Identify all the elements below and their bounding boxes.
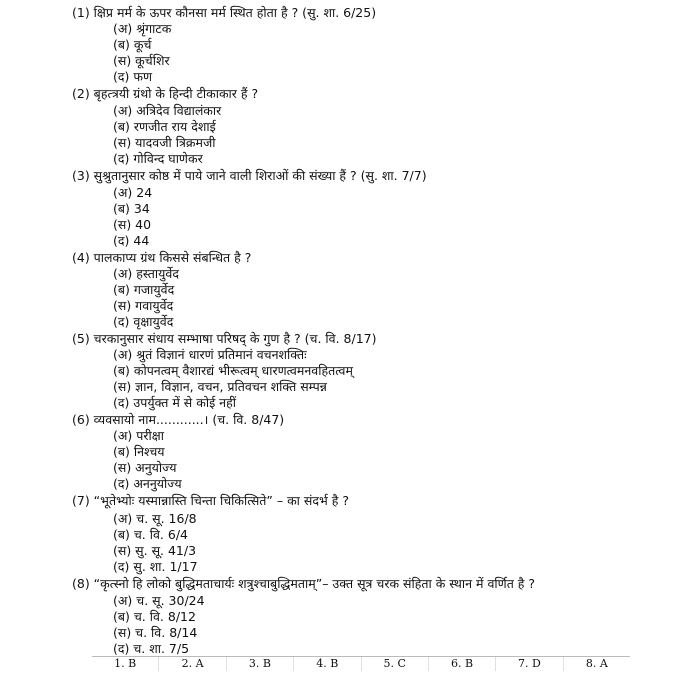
answer-6: 6. B bbox=[429, 657, 496, 671]
answer-4: 4. B bbox=[294, 657, 361, 671]
q1-option-c: (स) कूर्चशिर bbox=[113, 53, 170, 68]
answer-1: 1. B bbox=[92, 657, 159, 671]
q7-option-c: (स) सु. सू. 41/3 bbox=[113, 543, 197, 558]
q2-option-a: (अ) अत्रिदेव विद्यालंकार bbox=[113, 103, 222, 118]
q8-option-b: (ब) च. वि. 8/12 bbox=[113, 609, 196, 624]
answer-5: 5. C bbox=[362, 657, 429, 671]
question-5: (5) चरकानुसार संधाय सम्भाषा परिषद् के गुण है ? (च. वि. 8/17) bbox=[72, 331, 377, 346]
q1-option-d: (द) फण bbox=[113, 69, 153, 84]
q4-option-a: (अ) हस्तायुर्वेद bbox=[113, 266, 179, 281]
question-7: (7) “भूतेभ्योः यस्मान्नास्ति चिन्ता चिकित्सिते” – का संदर्भ है ? bbox=[72, 493, 349, 508]
q2-option-d: (द) गोविन्द घाणेकर bbox=[113, 151, 203, 166]
q3-option-b: (ब) 34 bbox=[113, 201, 150, 216]
answer-3: 3. B bbox=[227, 657, 294, 671]
answer-8: 8. A bbox=[585, 657, 608, 670]
q7-option-d: (द) सु. शा. 1/17 bbox=[113, 559, 198, 574]
q5-option-a: (अ) श्रुतं विज्ञानं धारणं प्रतिमानं वचनशक्तिः bbox=[113, 347, 307, 362]
q1-option-b: (ब) कूर्च bbox=[113, 37, 152, 52]
answer-key bbox=[92, 656, 630, 671]
q5-option-d: (द) उपर्युक्त में से कोई नहीं bbox=[113, 395, 236, 410]
q5-option-c: (स) ज्ञान, विज्ञान, वचन, प्रतिवचन शक्ति सम्पन्न bbox=[113, 379, 327, 394]
q6-option-b: (ब) निश्चय bbox=[113, 444, 165, 459]
q8-option-c: (स) च. वि. 8/14 bbox=[113, 625, 198, 640]
q4-option-d: (द) वृक्षायुर्वेद bbox=[113, 314, 174, 329]
q3-option-c: (स) 40 bbox=[113, 217, 152, 232]
q7-option-b: (ब) च. वि. 6/4 bbox=[113, 527, 189, 542]
answer-7: 7. D bbox=[496, 657, 563, 671]
question-2: (2) बृहत्त्रयी ग्रंथो के हिन्दी टीकाकार हैं ? bbox=[72, 86, 259, 101]
question-4: (4) पालकाप्य ग्रंथ किससे संबन्धित है ? bbox=[72, 250, 252, 265]
q8-option-a: (अ) च. सू. 30/24 bbox=[113, 593, 205, 608]
q7-option-a: (अ) च. सू. 16/8 bbox=[113, 511, 197, 526]
question-3: (3) सुश्रुतानुसार कोष्ठ में पाये जाने वाली शिराओं की संख्या हैं ? (सु. शा. 7/7) bbox=[72, 168, 427, 183]
q6-option-c: (स) अनुयोज्य bbox=[113, 460, 177, 475]
q6-option-d: (द) अननुयोज्य bbox=[113, 476, 182, 491]
q3-option-d: (द) 44 bbox=[113, 233, 150, 248]
question-8: (8) “कृत्स्नो हि लोको बुद्धिमताचार्यः शत्रुश्चाबुद्धिमताम्”– उक्त सूत्र चरक संहिता के स्थान में वर्णित है ? bbox=[72, 576, 536, 591]
q6-option-a: (अ) परीक्षा bbox=[113, 428, 164, 443]
q2-option-c: (स) यादवजी त्रिक्रमजी bbox=[113, 135, 216, 150]
q3-option-a: (अ) 24 bbox=[113, 185, 153, 200]
q8-option-d: (द) च. शा. 7/5 bbox=[113, 641, 190, 656]
q5-option-b: (ब) कोपनत्वम् वैशारद्यं भीरूत्वम् धारणत्वमनवहितत्वम् bbox=[113, 363, 353, 378]
q2-option-b: (ब) रणजीत राय देशाई bbox=[113, 119, 216, 134]
q4-option-c: (स) गवायुर्वेद bbox=[113, 298, 174, 313]
q4-option-b: (ब) गजायुर्वेद bbox=[113, 282, 175, 297]
question-6: (6) व्यवसायो नाम............। (च. वि. 8/47) bbox=[72, 412, 285, 427]
q1-option-a: (अ) श्रृंगाटक bbox=[113, 21, 172, 36]
question-1: (1) क्षिप्र मर्म के ऊपर कौनसा मर्म स्थित होता है ? (सु. शा. 6/25) bbox=[72, 5, 377, 20]
answer-2: 2. A bbox=[159, 657, 226, 671]
